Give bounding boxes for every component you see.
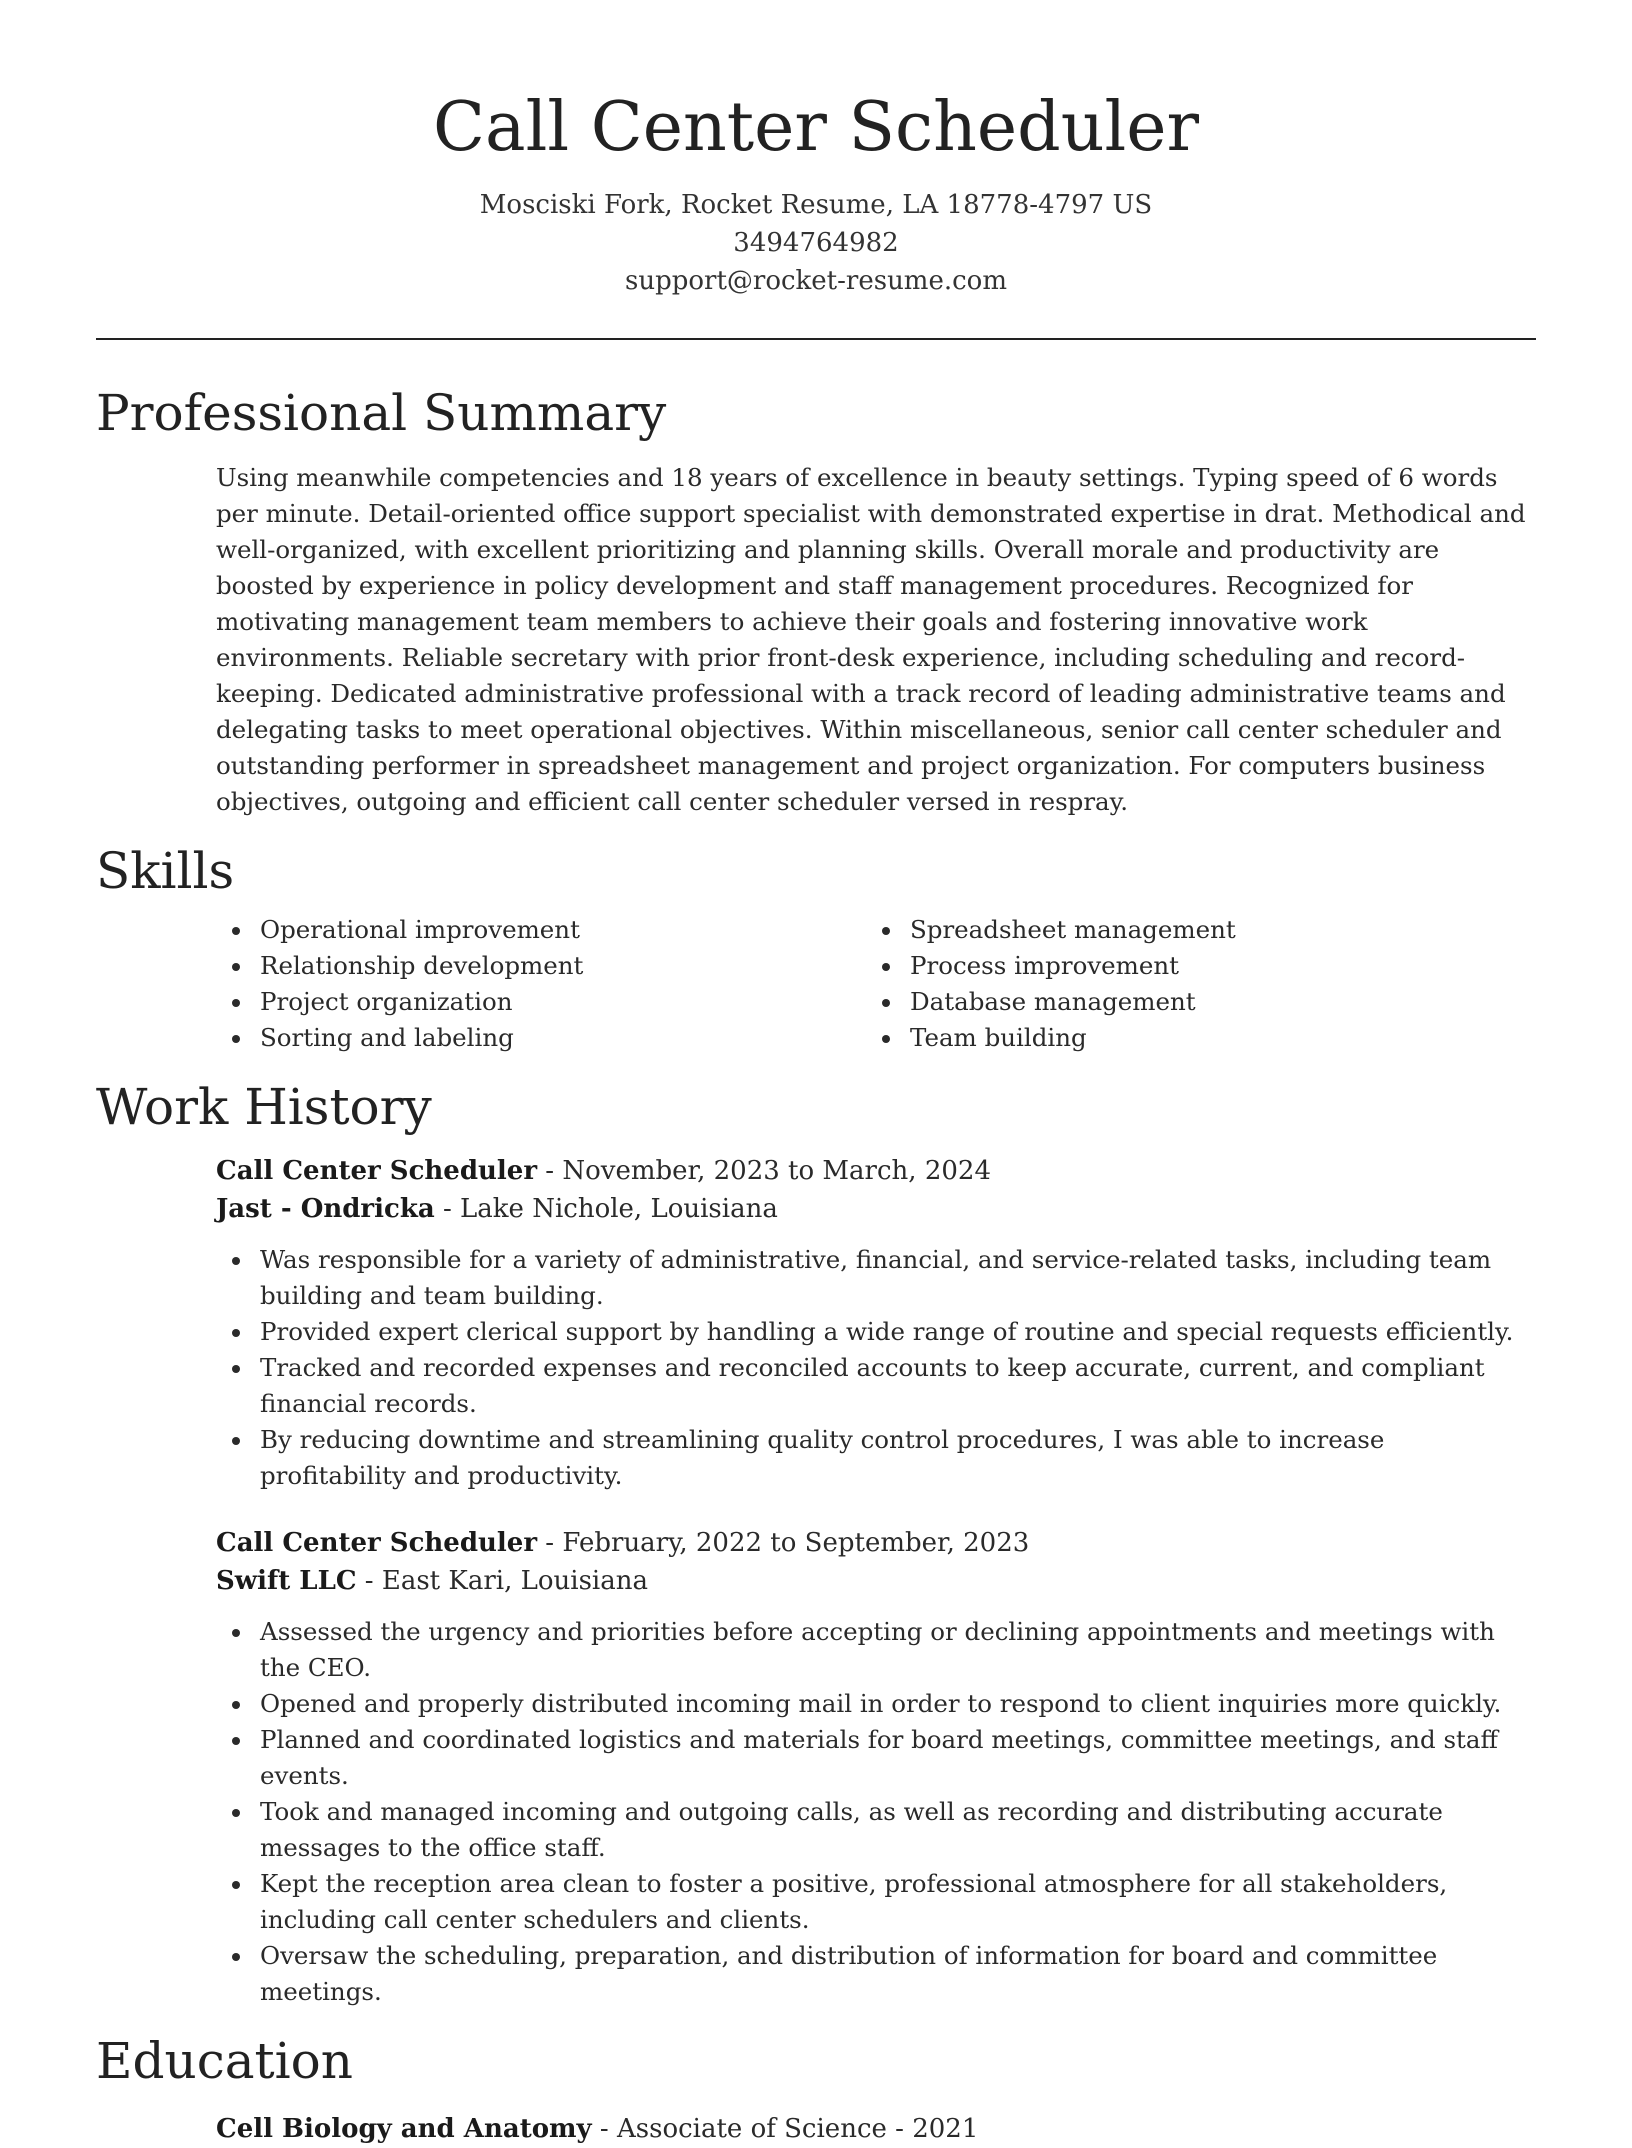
skill-item: Relationship development (216, 948, 866, 984)
list-item: Oversaw the scheduling, preparation, and distribution of information for board and committee meetings. (216, 1938, 1536, 2010)
phone-number: 3494764982 (733, 228, 899, 258)
summary-heading: Professional Summary (96, 384, 667, 442)
skill-item: Project organization (216, 984, 866, 1020)
list-item: Took and managed incoming and outgoing calls, as well as recording and distributing accurate messages to the office staff. (216, 1794, 1536, 1866)
skill-item: Operational improvement (216, 912, 866, 948)
job-company-line (216, 1190, 1536, 1228)
job-company-line (216, 1562, 1536, 1600)
skill-item: Spreadsheet management (866, 912, 1516, 948)
job-entry (216, 1524, 1536, 2010)
address: Mosciski Fork, Rocket Resume, LA 18778-4797 US (479, 190, 1153, 220)
candidate-name: Call Center Scheduler (433, 88, 1199, 167)
education-heading: Education (96, 2032, 353, 2090)
skills-heading: Skills (96, 842, 235, 900)
list-item: Assessed the urgency and priorities before accepting or declining appointments and meetings with the CEO. (216, 1614, 1536, 1686)
skill-item: Sorting and labeling (216, 1020, 866, 1056)
job-company: Jast - Ondricka (216, 1194, 435, 1224)
job-entry (216, 1152, 1536, 1494)
job-dates: - February, 2022 to September, 2023 (537, 1528, 1030, 1558)
list-item: Provided expert clerical support by handling a wide range of routine and special requests efficiently. (216, 1314, 1536, 1350)
list-item: Kept the reception area clean to foster a positive, professional atmosphere for all stakeholders, including call center schedulers and clients. (216, 1866, 1536, 1938)
list-item: By reducing downtime and streamlining quality control procedures, I was able to increase profitability and productivity. (216, 1422, 1536, 1494)
skills-column-right (866, 912, 1516, 1056)
resume-page (96, 0, 1536, 2148)
job-dates: - November, 2023 to March, 2024 (537, 1156, 991, 1186)
job-title-line (216, 1152, 1536, 1190)
skill-item: Process improvement (866, 948, 1516, 984)
header-divider (96, 338, 1536, 340)
job-bullets (96, 1242, 1536, 1494)
job-bullets (96, 1614, 1536, 2010)
resume-header (96, 0, 1536, 300)
work-history-heading: Work History (96, 1078, 432, 1136)
summary-text: Using meanwhile competencies and 18 years of excellence in beauty settings. Typing speed of 6 words per minute. Detail-oriented office support specialist with demonstrated expertise in drat. Methodical and well-organized, with excellent prioritizing and planning skills. Overall morale and productivity are boosted by experience in policy development and staff management procedures. Recognized for motivating management team members to achieve their goals and fostering innovative work environments. Reliable secretary with prior front-desk experience, including scheduling and record-keeping. Dedicated administrative professional with a track record of leading administrative teams and delegating tasks to meet operational objectives. Within miscellaneous, senior call center scheduler and outstanding performer in spreadsheet management and project organization. For computers business objectives, outgoing and efficient call center scheduler versed in respray. (216, 463, 1526, 816)
email-address[interactable]: support@rocket-resume.com (624, 266, 1007, 296)
degree-field: Cell Biology and Anatomy (216, 2114, 592, 2144)
skill-item: Database management (866, 984, 1516, 1020)
list-item: Tracked and recorded expenses and reconciled accounts to keep accurate, current, and compliant financial records. (216, 1350, 1536, 1422)
job-role: Call Center Scheduler (216, 1156, 538, 1186)
degree-details: - Associate of Science - 2021 (591, 2114, 979, 2144)
job-company: Swift LLC (216, 1566, 357, 1596)
job-location: - Lake Nichole, Louisiana (434, 1194, 778, 1224)
list-item: Opened and properly distributed incoming mail in order to respond to client inquiries more quickly. (216, 1686, 1536, 1722)
contact-block (96, 186, 1536, 300)
list-item: Was responsible for a variety of administrative, financial, and service-related tasks, including team building and team building. (216, 1242, 1536, 1314)
job-title-line (216, 1524, 1536, 1562)
job-role: Call Center Scheduler (216, 1528, 538, 1558)
education-entry (216, 2110, 1536, 2148)
job-location: - East Kari, Louisiana (356, 1566, 648, 1596)
skill-item: Team building (866, 1020, 1516, 1056)
skills-column-left (216, 912, 866, 1056)
list-item: Planned and coordinated logistics and materials for board meetings, committee meetings, and staff events. (216, 1722, 1536, 1794)
skills-list (216, 912, 1536, 1056)
